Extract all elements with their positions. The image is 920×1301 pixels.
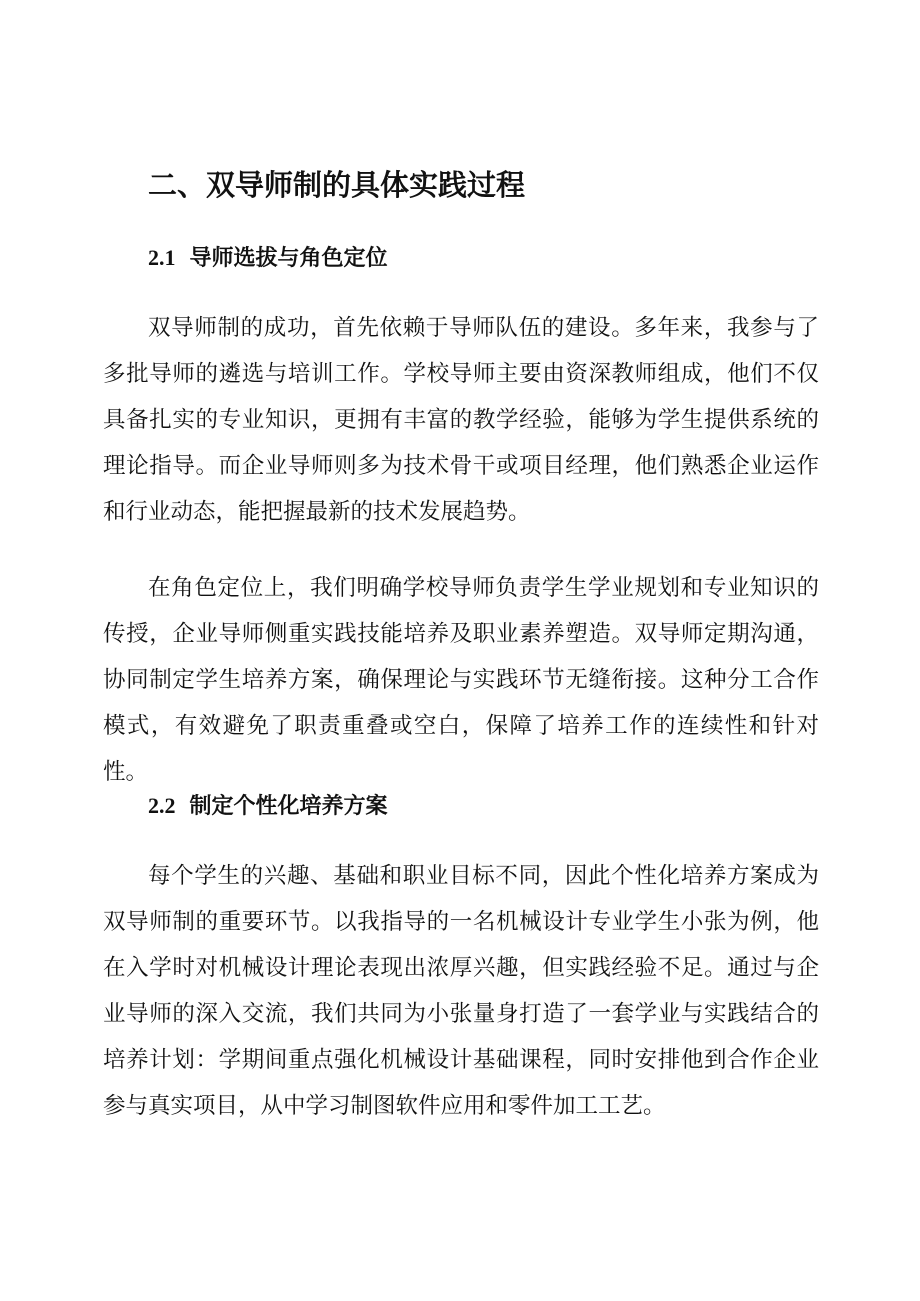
paragraph: 每个学生的兴趣、基础和职业目标不同，因此个性化培养方案成为双导师制的重要环节。以我指导的一名机械设计专业学生小张为例，他在入学时对机械设计理论表现出浓厚兴趣，但实践经验不足。通过与企业导师的深入交流，我们共同为小张量身打造了一套学业与实践结合的培养计划：学期间重点强化机械设计基础课程，同时安排他到合作企业参与真实项目，从中学习制图软件应用和零件加工工艺。 xyxy=(103,863,819,1119)
section-heading: 二、双导师制的具体实践过程 xyxy=(148,168,526,202)
subsection-heading xyxy=(148,789,388,824)
paragraph: 在角色定位上，我们明确学校导师负责学生学业规划和专业知识的传授，企业导师侧重实践技能培养及职业素养塑造。双导师定期沟通，协同制定学生培养方案，确保理论与实践环节无缝衔接。这种分工合作模式，有效避免了职责重叠或空白，保障了培养工作的连续性和针对性。 xyxy=(103,575,819,785)
subsection-number: 2.1 xyxy=(148,245,176,270)
subsection-heading xyxy=(148,241,388,276)
subsection-title: 导师选拔与角色定位 xyxy=(189,246,388,271)
subsection-number: 2.2 xyxy=(148,793,176,818)
subsection-title: 制定个性化培养方案 xyxy=(189,794,388,819)
paragraph: 双导师制的成功，首先依赖于导师队伍的建设。多年来，我参与了多批导师的遴选与培训工作。学校导师主要由资深教师组成，他们不仅具备扎实的专业知识，更拥有丰富的教学经验，能够为学生提供系统的理论指导。而企业导师则多为技术骨干或项目经理，他们熟悉企业运作和行业动态，能把握最新的技术发展趋势。 xyxy=(103,315,819,525)
